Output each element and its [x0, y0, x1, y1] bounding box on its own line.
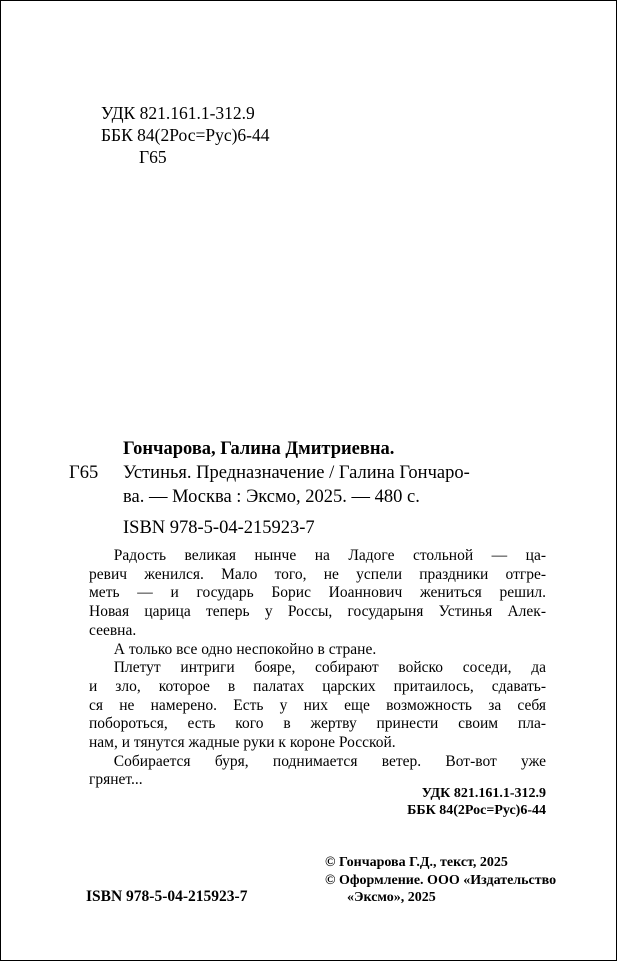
annotation-block — [89, 547, 546, 790]
author-sign-code-top: Г65 — [139, 147, 167, 167]
udk-line-right: УДК 821.161.1-312.9 — [421, 786, 546, 801]
entry-title-line-1 — [69, 461, 547, 485]
annotation-line: ся не намерено. Есть у них еще возможность за себя — [89, 696, 546, 714]
classification-block-right — [89, 785, 546, 819]
entry-author-sign-code: Г65 — [69, 463, 99, 483]
annotation-line: и зло, которое в палатах царских притаилось, сдавать- — [89, 677, 546, 695]
entry-author: Гончарова, Галина Дмитриевна. — [123, 439, 395, 459]
annotation-line: побороться, есть кого в жертву принести своим пла- — [89, 715, 546, 733]
isbn-bottom: ISBN 978-5-04-215923-7 — [86, 888, 248, 905]
copyright-line-1: © Гончарова Г.Д., текст, 2025 — [325, 855, 508, 870]
annotation-line: ревич женился. Мало того, не успели праздники отгре- — [89, 565, 546, 583]
copyright-line-3: «Эксмо», 2025 — [347, 890, 436, 905]
entry-title-text-1: Устинья. Предназначение / Галина Гончаро- — [123, 463, 470, 483]
annotation-line: сеевна. — [89, 621, 137, 639]
isbn-number: ISBN 978-5-04-215923-7 — [123, 518, 315, 538]
annotation-line: нам, и тянутся жадные руки к короне Росской. — [89, 734, 396, 752]
bibliographic-entry — [69, 437, 547, 540]
annotation-line: Плетут интриги бояре, собирают войско соседи, да — [113, 659, 546, 677]
annotation-line: меть — и государь Борис Иоаннович жениться решил. — [89, 584, 546, 602]
classification-block-top — [101, 102, 270, 168]
annotation-line: А только все одно неспокойно в стране. — [113, 640, 377, 658]
copyright-line-2: © Оформление. ООО «Издательство — [325, 872, 557, 888]
annotation-line: Новая царица теперь у Россы, государыня Устинья Алек- — [89, 603, 546, 621]
copyright-block — [325, 854, 556, 907]
entry-title-line-2: ва. — Москва : Эксмо, 2025. — 480 с. — [123, 487, 420, 507]
udk-line-top: УДК 821.161.1-312.9 — [101, 103, 255, 123]
annotation-line: Радость великая нынче на Ладоге стольной — ца- — [113, 547, 546, 564]
bbk-line-top: ББК 84(2Рос=Рус)6-44 — [101, 125, 270, 145]
annotation-line: грянет... — [89, 771, 143, 789]
annotation-line: Собирается буря, поднимается ветер. Вот-вот уже — [113, 752, 546, 770]
bbk-line-right: ББК 84(2Рос=Рус)6-44 — [407, 803, 546, 818]
